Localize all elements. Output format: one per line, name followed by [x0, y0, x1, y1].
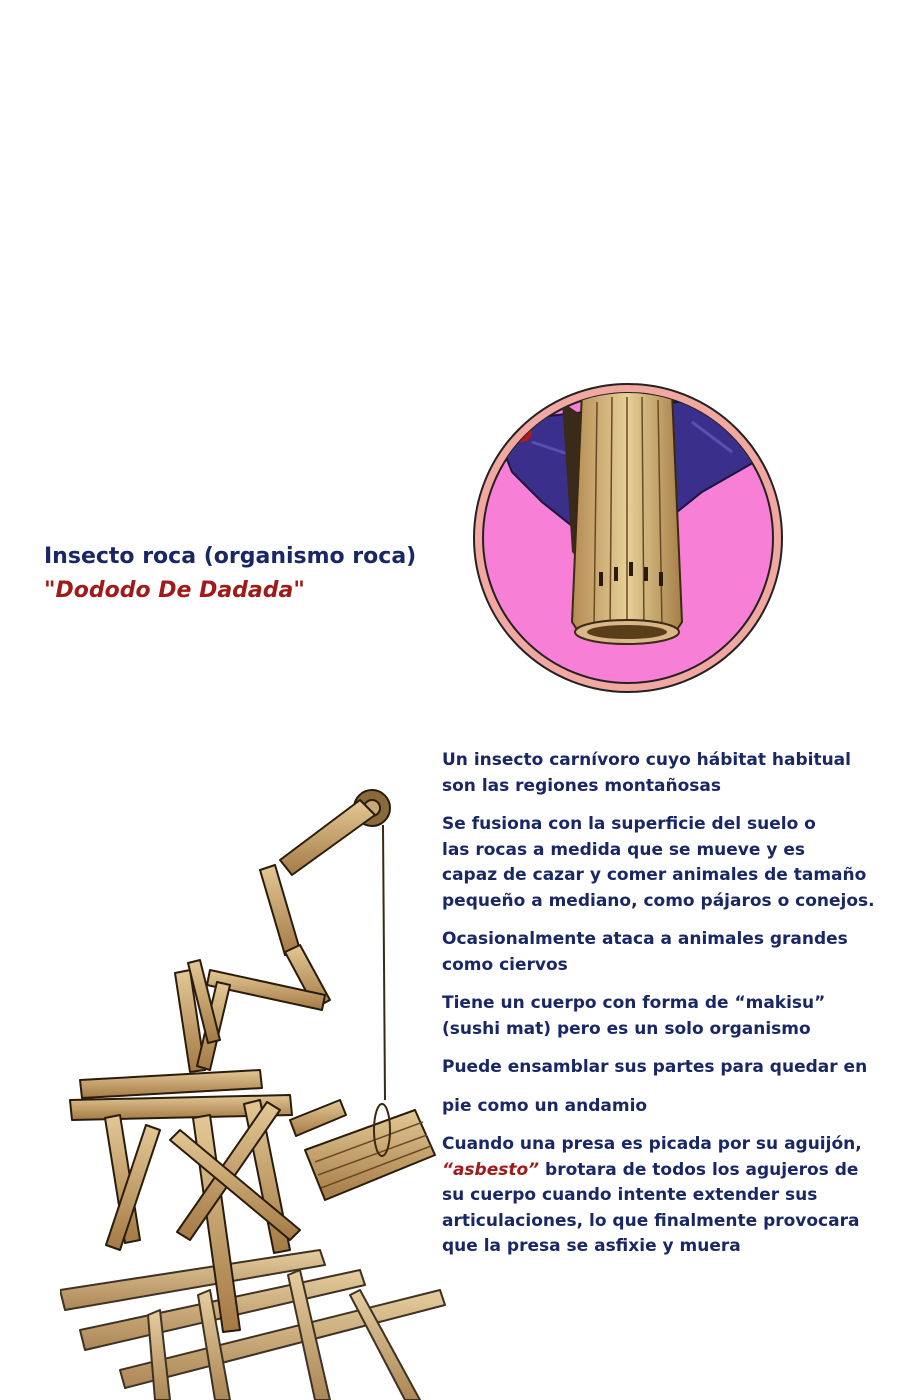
text-line: articulaciones, lo que finalmente provocara — [442, 1210, 860, 1231]
rock-insect-portrait-icon — [472, 382, 784, 694]
paragraph-sting — [442, 1132, 892, 1260]
rock-insect-scaffold-icon — [60, 770, 500, 1400]
text-line: que la presa se asfixie y muera — [442, 1236, 741, 1256]
paragraph-large-prey — [442, 927, 892, 978]
text-line: pie como un andamio — [442, 1095, 648, 1116]
text-line: su cuerpo cuando intente extender sus — [442, 1185, 818, 1205]
text-line: Puede ensamblar sus partes para quedar en — [442, 1057, 868, 1077]
paragraph-scaffold — [442, 1094, 892, 1120]
text-line: (sushi mat) pero es un solo organismo — [442, 1018, 811, 1039]
text-line: Un insecto carnívoro cuyo hábitat habitual — [442, 750, 851, 770]
text-line: Se fusiona con la superficie del suelo o — [442, 814, 816, 834]
text-line: capaz de cazar y comer animales de tamaño — [442, 865, 867, 885]
stand-name: "Dododo De Dadada" — [44, 578, 305, 603]
paragraph-hunting — [442, 812, 892, 914]
text-line: Tiene un cuerpo con forma de “makisu” — [442, 993, 826, 1013]
text-line: brotara de todos los agujeros de — [539, 1159, 859, 1180]
description — [442, 748, 892, 1273]
asbestos-highlight: “asbesto” — [442, 1159, 540, 1180]
paragraph-assemble — [442, 1055, 892, 1081]
page-title: Insecto roca (organismo roca) — [44, 544, 417, 569]
text-line: son las regiones montañosas — [442, 775, 721, 796]
paragraph-body — [442, 991, 892, 1042]
text-line: Cuando una presa es picada por su aguijón, — [442, 1134, 862, 1154]
text-line: Ocasionalmente ataca a animales grandes — [442, 929, 848, 949]
paragraph-habitat — [442, 748, 892, 799]
text-line: pequeño a mediano, como pájaros o conejos. — [442, 890, 875, 911]
title-block — [44, 540, 464, 608]
text-line: como ciervos — [442, 954, 568, 975]
text-line: las rocas a medida que se mueve y es — [442, 839, 805, 860]
